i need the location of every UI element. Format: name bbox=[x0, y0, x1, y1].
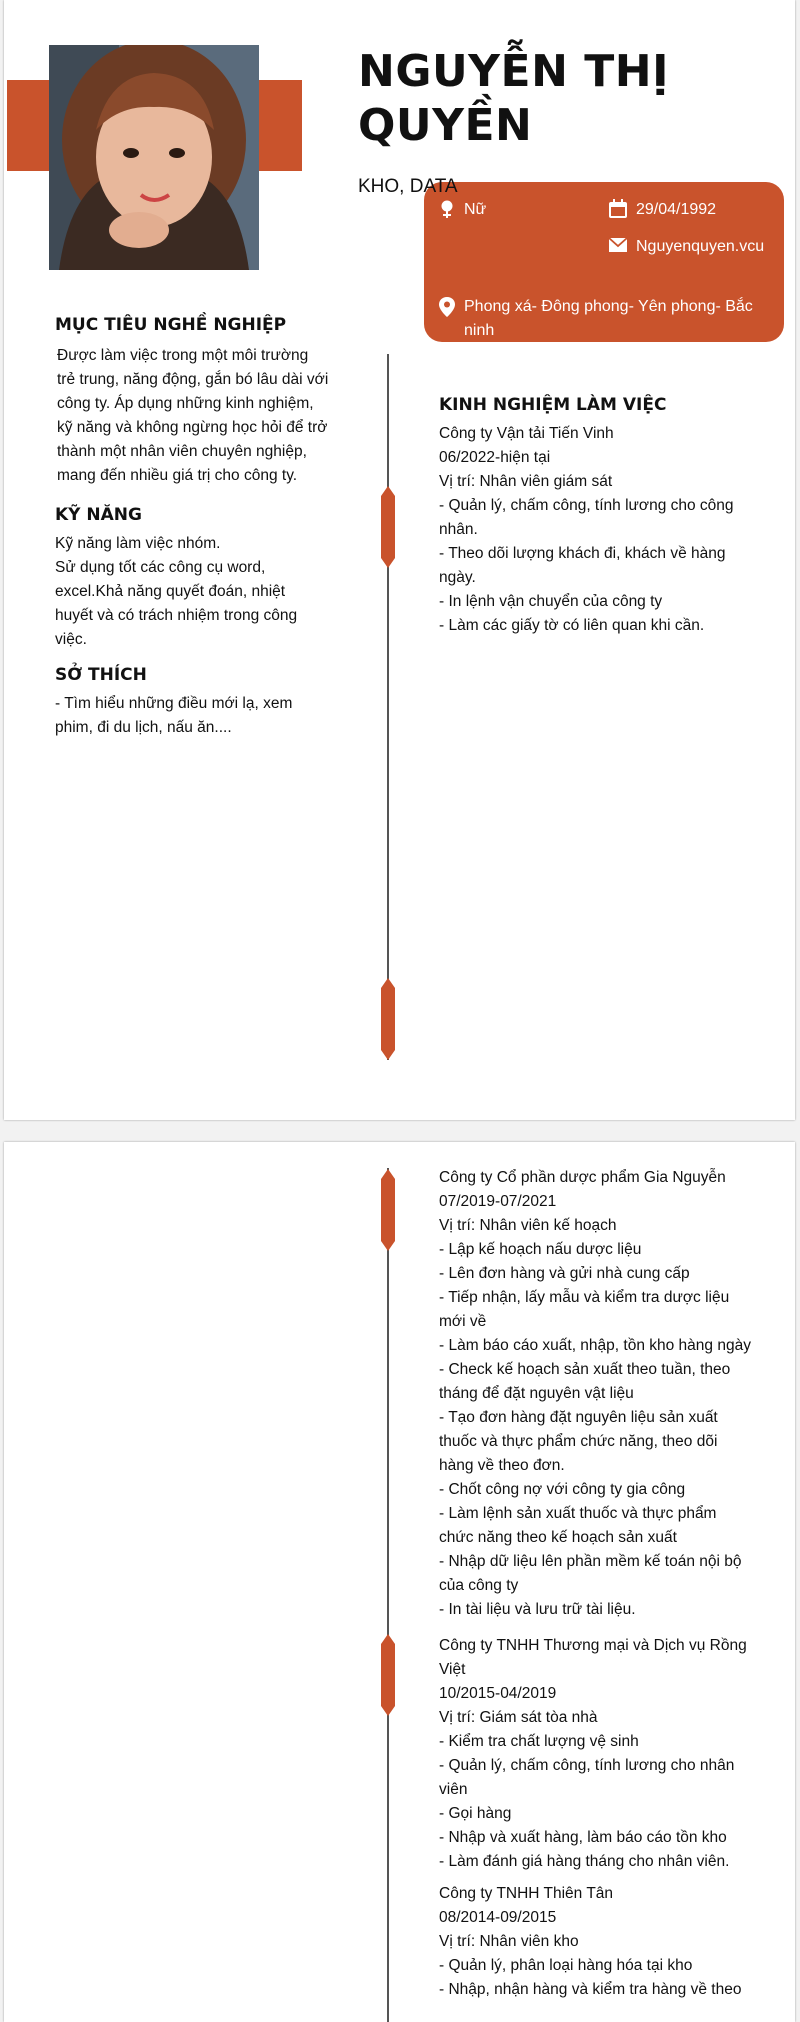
job-duty-line: tháng để đặt nguyên vật liệu bbox=[439, 1385, 634, 1402]
job-duty-line: mới về bbox=[439, 1313, 487, 1330]
job-duty-line: - In lệnh vận chuyển của công ty bbox=[439, 593, 663, 610]
job-duty-line: - Làm các giấy tờ có liên quan khi cần. bbox=[439, 617, 705, 634]
job-duty-line: - Quản lý, phân loại hàng hóa tại kho bbox=[439, 1957, 693, 1974]
objective-line: trẻ trung, năng động, gắn bó lâu dài với bbox=[57, 371, 329, 388]
address-row bbox=[438, 295, 758, 343]
location-icon bbox=[438, 296, 456, 318]
job-duty-line: - Kiểm tra chất lượng vệ sinh bbox=[439, 1733, 639, 1750]
job-period: 08/2014-09/2015 bbox=[439, 1909, 557, 1926]
gender-icon bbox=[438, 199, 456, 219]
job-duty-line: - Gọi hàng bbox=[439, 1805, 512, 1822]
job-company: Việt bbox=[439, 1661, 466, 1678]
job-position: Vị trí: Nhân viên kế hoạch bbox=[439, 1217, 617, 1234]
job-company: Công ty Cổ phần dược phẩm Gia Nguyễn bbox=[439, 1169, 726, 1186]
objective-text bbox=[57, 344, 341, 488]
timeline-marker bbox=[381, 978, 395, 1060]
experience-heading: KINH NGHIỆM LÀM VIỆC bbox=[439, 395, 667, 415]
skills-line: huyết và có trách nhiệm trong công bbox=[55, 607, 298, 624]
job-duty-line: chức năng theo kế hoạch sản xuất bbox=[439, 1529, 677, 1546]
job-duty-line: - Làm báo cáo xuất, nhập, tồn kho hàng ngày bbox=[439, 1337, 751, 1354]
skills-line: Kỹ năng làm việc nhóm. bbox=[55, 535, 221, 552]
objective-heading: MỤC TIÊU NGHỀ NGHIỆP bbox=[55, 315, 287, 335]
job-duty-line: - Làm lệnh sản xuất thuốc và thực phẩm bbox=[439, 1505, 717, 1522]
timeline-marker bbox=[381, 486, 395, 568]
job-duty-line: - Tạo đơn hàng đặt nguyên liệu sản xuất bbox=[439, 1409, 718, 1426]
job-company: Công ty Vận tải Tiến Vinh bbox=[439, 425, 614, 442]
job-period: 06/2022-hiện tại bbox=[439, 449, 551, 466]
job-entry-4 bbox=[439, 1882, 759, 2002]
email-icon bbox=[608, 236, 628, 254]
email-value[interactable]: Nguyenquyen.vcu bbox=[636, 238, 765, 255]
job-position: Vị trí: Nhân viên giám sát bbox=[439, 473, 613, 490]
timeline-marker bbox=[381, 1634, 395, 1716]
job-company: Công ty TNHH Thương mại và Dịch vụ Rồng bbox=[439, 1637, 747, 1654]
profile-photo bbox=[49, 45, 259, 270]
job-duty-line: nhân. bbox=[439, 521, 478, 538]
candidate-name bbox=[358, 45, 778, 153]
objective-line: kỹ năng và không ngừng học hỏi để trở bbox=[57, 419, 328, 436]
contact-box bbox=[424, 182, 784, 342]
job-entry-1 bbox=[439, 422, 759, 638]
job-duty-line: thuốc và thực phẩm chức năng, theo dõi bbox=[439, 1433, 718, 1450]
job-duty-line: của công ty bbox=[439, 1577, 519, 1594]
birthday-row bbox=[608, 198, 716, 222]
objective-line: công ty. Áp dụng những kinh nghiệm, bbox=[57, 395, 314, 412]
gender-row bbox=[438, 198, 486, 222]
birthday-value: 29/04/1992 bbox=[636, 201, 717, 218]
hobbies-text bbox=[55, 692, 313, 740]
job-duty-line: hàng về theo đơn. bbox=[439, 1457, 565, 1474]
hobbies-line: - Tìm hiểu những điều mới lạ, xem bbox=[55, 695, 293, 712]
job-duty-line: viên bbox=[439, 1781, 468, 1798]
timeline-marker bbox=[381, 1169, 395, 1251]
job-company: Công ty TNHH Thiên Tân bbox=[439, 1885, 614, 1902]
timeline-line bbox=[387, 1168, 389, 2022]
timeline-line bbox=[387, 354, 389, 1060]
skills-line: việc. bbox=[55, 631, 87, 648]
job-duty-line: - Check kế hoạch sản xuất theo tuần, theo bbox=[439, 1361, 731, 1378]
cv-page-2 bbox=[4, 1142, 795, 2022]
hobbies-heading: SỞ THÍCH bbox=[55, 665, 147, 685]
email-row bbox=[608, 235, 764, 259]
cv-page-1 bbox=[4, 0, 795, 1120]
job-duty-line: - Làm đánh giá hàng tháng cho nhân viên. bbox=[439, 1853, 730, 1870]
skills-line: excel.Khả năng quyết đoán, nhiệt bbox=[55, 583, 286, 600]
job-period: 10/2015-04/2019 bbox=[439, 1685, 557, 1702]
job-duty-line: - Nhập dữ liệu lên phần mềm kế toán nội bộ bbox=[439, 1553, 742, 1570]
name-line-2: QUYỀN bbox=[358, 100, 533, 151]
calendar-icon bbox=[608, 199, 628, 219]
skills-heading: KỸ NĂNG bbox=[55, 505, 142, 525]
job-entry-3 bbox=[439, 1634, 759, 1874]
objective-line: thành một nhân viên chuyên nghiệp, bbox=[57, 443, 307, 460]
job-duty-line: - Lên đơn hàng và gửi nhà cung cấp bbox=[439, 1265, 690, 1282]
job-duty-line: ngày. bbox=[439, 569, 476, 586]
job-duty-line: - Tiếp nhận, lấy mẫu và kiểm tra dược liệu bbox=[439, 1289, 730, 1306]
skills-text bbox=[55, 532, 313, 652]
job-duty-line: - Quản lý, chấm công, tính lương cho công bbox=[439, 497, 734, 514]
job-duty-line: - Lập kế hoạch nấu dược liệu bbox=[439, 1241, 642, 1258]
objective-line: Được làm việc trong một môi trường bbox=[57, 347, 309, 364]
address-line-1: Phong xá- Đông phong- Yên phong- Bắc bbox=[464, 298, 753, 315]
gender-value: Nữ bbox=[464, 201, 487, 218]
job-duty-line: - Theo dõi lượng khách đi, khách về hàng bbox=[439, 545, 726, 562]
skills-line: Sử dụng tốt các công cụ word, bbox=[55, 559, 266, 576]
job-period: 07/2019-07/2021 bbox=[439, 1193, 557, 1210]
job-position: Vị trí: Giám sát tòa nhà bbox=[439, 1709, 598, 1726]
job-duty-line: - Nhập và xuất hàng, làm báo cáo tồn kho bbox=[439, 1829, 727, 1846]
address-line-2: ninh bbox=[464, 322, 495, 339]
job-position: Vị trí: Nhân viên kho bbox=[439, 1933, 579, 1950]
job-duty-line: - In tài liệu và lưu trữ tài liệu. bbox=[439, 1601, 636, 1618]
job-title: KHO, DATA bbox=[358, 176, 458, 197]
job-entry-2 bbox=[439, 1166, 759, 1622]
objective-line: mang đến nhiều giá trị cho công ty. bbox=[57, 467, 298, 484]
hobbies-line: phim, đi du lịch, nấu ăn.... bbox=[55, 719, 232, 736]
address-value bbox=[464, 295, 753, 343]
job-duty-line: - Quản lý, chấm công, tính lương cho nhân bbox=[439, 1757, 735, 1774]
job-duty-line: - Chốt công nợ với công ty gia công bbox=[439, 1481, 686, 1498]
job-duty-line: - Nhập, nhận hàng và kiểm tra hàng về theo bbox=[439, 1981, 742, 1998]
name-line-1: NGUYỄN THỊ bbox=[358, 46, 669, 97]
